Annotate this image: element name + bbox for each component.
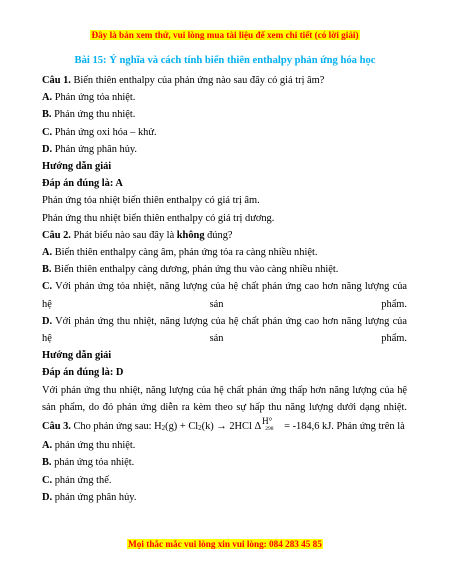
q2-explanation: Với phản ứng thu nhiệt, năng lượng của hệ chất phản ứng thấp hơn năng lượng của hệ sản phẩm, do đó phản ứng diễn ra kèm theo sự hấp thu năng lượng dưới dạng nhiệt. xyxy=(42,384,407,413)
option-key: C. xyxy=(42,474,53,486)
q3-option-b xyxy=(42,454,407,471)
header-banner xyxy=(0,25,450,43)
q2-option-b xyxy=(42,261,407,278)
q2-option-c xyxy=(42,278,407,312)
option-text: Biến thiên enthalpy càng âm, phản ứng tỏa ra càng nhiều nhiệt. xyxy=(52,247,318,259)
question-1-label: Câu 1. xyxy=(42,75,71,86)
question-2 xyxy=(42,227,407,244)
q3-text-part: = -184,6 kJ. Phản ứng trên là xyxy=(281,421,405,433)
q1-answer xyxy=(42,175,407,192)
answer-text: Đáp án đúng là: A xyxy=(42,178,123,190)
q3-option-c xyxy=(42,472,407,489)
q1-guide-heading xyxy=(42,158,407,175)
q2-guide-heading xyxy=(42,347,407,364)
option-text: phản ứng thế. xyxy=(52,474,112,486)
page-title: Bài 15: Ý nghĩa và cách tính biến thiên enthalpy phản ứng hóa học xyxy=(74,55,376,66)
question-3 xyxy=(42,418,407,437)
option-key: B. xyxy=(42,457,52,469)
q3-option-d xyxy=(42,489,407,506)
option-key: D. xyxy=(42,143,53,155)
q1-option-a xyxy=(42,89,407,106)
option-key: A. xyxy=(42,440,53,452)
q3-text-part: Cho phản ứng sau: H xyxy=(70,421,162,433)
question-3-label: Câu 3. xyxy=(42,421,71,433)
question-1-text: Biến thiên enthalpy của phản ứng nào sau đây có giá trị âm? xyxy=(70,75,325,86)
q1-option-d xyxy=(42,141,407,158)
option-text: phản ứng tỏa nhiệt. xyxy=(51,457,135,469)
option-text: Với phản ứng thu nhiệt, năng lượng của hệ chất phản ứng cao hơn năng lượng của hệ sản phẩm. xyxy=(42,315,407,345)
question-1 xyxy=(42,72,407,89)
q1-option-b xyxy=(42,106,407,123)
guide-heading-text: Hướng dẫn giải xyxy=(42,161,112,173)
subscript: 2 xyxy=(161,424,166,433)
q2-answer xyxy=(42,364,407,381)
enthalpy-symbol-temp: 298 xyxy=(265,426,274,433)
option-text: phản ứng thu nhiệt. xyxy=(52,440,136,452)
question-2-emphasis: không xyxy=(176,229,205,241)
q3-text-part: (g) + Cl xyxy=(165,421,199,433)
guide-heading-text: Hướng dẫn giải xyxy=(42,350,112,362)
option-key: A. xyxy=(42,92,53,104)
q1-option-c xyxy=(42,124,407,141)
footer-banner-text: Mọi thắc mắc vui lòng xin vui lòng: 084 283 45 85 xyxy=(128,539,322,549)
document-body xyxy=(42,72,407,506)
q2-option-a xyxy=(42,244,407,261)
enthalpy-symbol-h: H° xyxy=(262,416,273,427)
q1-explanation-1: Phản ứng tỏa nhiệt biến thiên enthalpy có giá trị âm. xyxy=(42,195,260,207)
option-text: phản ứng phân hủy. xyxy=(52,491,137,503)
q1-explanation-2: Phản ứng thu nhiệt biến thiên enthalpy có giá trị dương. xyxy=(42,212,275,224)
q2-option-d xyxy=(42,313,407,347)
q3-option-a xyxy=(42,437,407,454)
header-banner-text: Đây là bản xem thử, vui lòng mua tài liệu để xem chi tiết (có lời giải) xyxy=(91,30,359,40)
option-key: B. xyxy=(42,264,52,276)
question-2-text-end: đúng? xyxy=(204,229,233,241)
question-2-label: Câu 2. xyxy=(42,229,71,241)
option-text: Phản ứng thu nhiệt. xyxy=(51,109,136,121)
footer-banner xyxy=(0,534,450,552)
option-key: D. xyxy=(42,491,53,503)
option-text: Phản ứng tỏa nhiệt. xyxy=(52,92,136,104)
option-text: Biến thiên enthalpy càng dương, phản ứng thu vào càng nhiều nhiệt. xyxy=(51,264,339,276)
subscript: 2 xyxy=(198,424,202,433)
option-key: B. xyxy=(42,109,52,121)
option-key: C. xyxy=(42,281,53,293)
option-key: A. xyxy=(42,247,53,259)
q3-text-part: (k) → 2HCl Δ xyxy=(201,421,262,433)
option-key: D. xyxy=(42,315,53,327)
option-key: C. xyxy=(42,126,53,138)
option-text: Với phản ứng tỏa nhiệt, năng lượng của hệ chất phản ứng cao hơn năng lượng của hệ sản phẩm. xyxy=(42,281,407,310)
option-text: Phản ứng oxi hóa – khử. xyxy=(52,126,157,138)
question-2-text: Phát biểu nào sau đây là xyxy=(70,229,177,241)
option-text: Phản ứng phân hủy. xyxy=(52,143,138,155)
enthalpy-symbol xyxy=(262,418,280,437)
answer-text: Đáp án đúng là: D xyxy=(42,367,124,379)
